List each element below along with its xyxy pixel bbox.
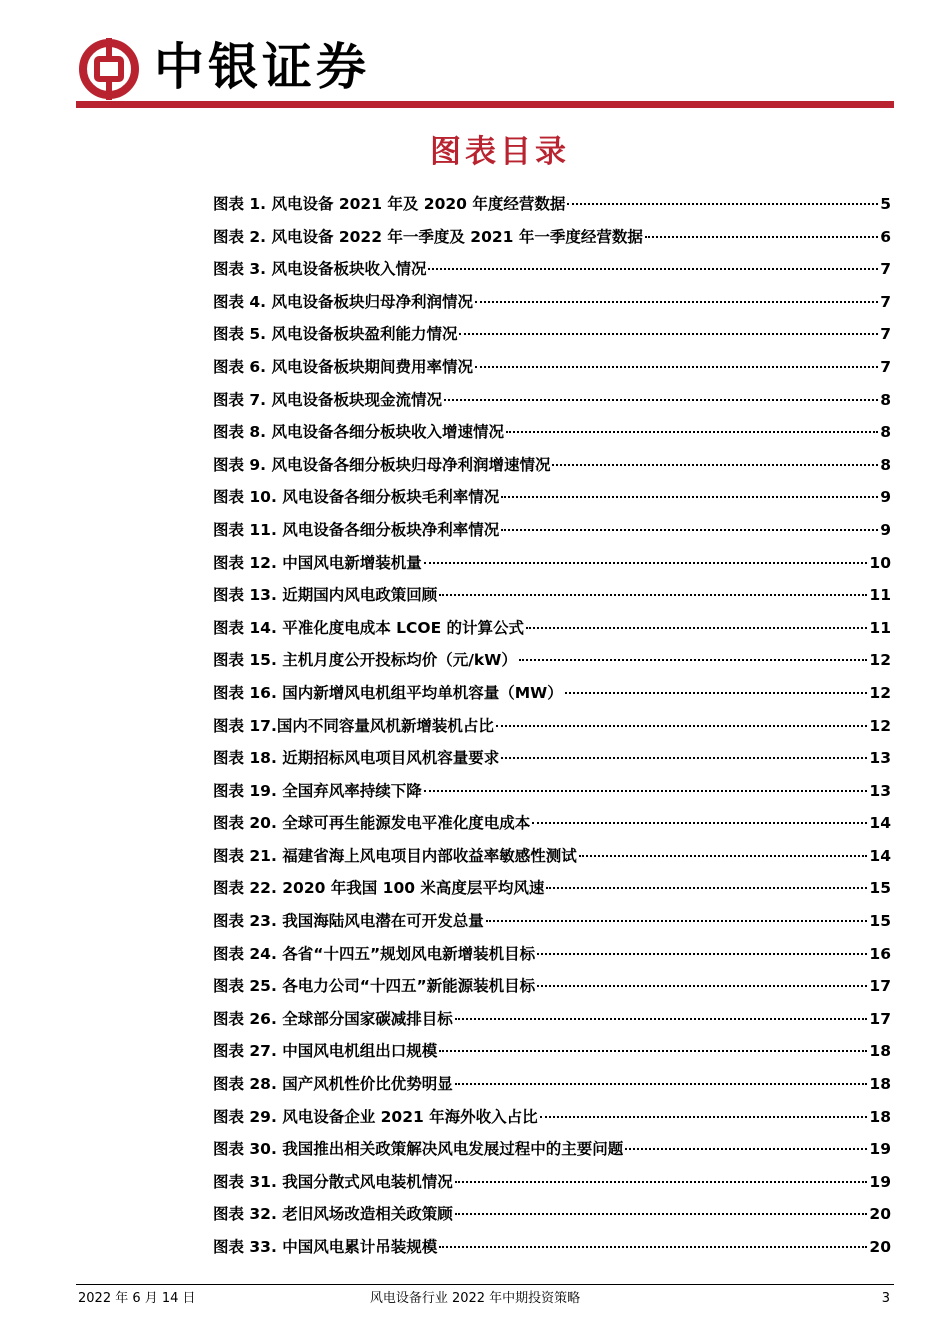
toc-entry-page[interactable]: 13 [869, 781, 891, 800]
header-divider [76, 101, 894, 108]
toc-entry-page[interactable]: 20 [869, 1205, 891, 1224]
toc-dot-leader [439, 1245, 867, 1248]
toc-entry[interactable] [213, 286, 891, 319]
toc-entry-label[interactable]: 图表 16. 国内新增风电机组平均单机容量（MW） [213, 683, 563, 702]
toc-dot-leader [552, 463, 878, 466]
toc-entry[interactable] [213, 416, 891, 449]
toc-entry-label[interactable]: 图表 8. 风电设备各细分板块收入增速情况 [213, 423, 504, 442]
toc-entry-label[interactable]: 图表 23. 我国海陆风电潜在可开发总量 [213, 912, 484, 931]
toc-entry-page[interactable]: 19 [869, 1140, 891, 1159]
toc-entry-page[interactable]: 19 [869, 1172, 891, 1191]
page-header [0, 0, 950, 112]
toc-dot-leader [537, 984, 867, 987]
toc-entry-label[interactable]: 图表 12. 中国风电新增装机量 [213, 553, 422, 572]
toc-entry[interactable] [213, 481, 891, 514]
toc-entry-page[interactable]: 7 [880, 357, 891, 376]
boc-logo-icon [78, 38, 140, 100]
toc-entry-page[interactable]: 16 [869, 944, 891, 963]
toc-dot-leader [501, 528, 878, 531]
toc-entry[interactable] [213, 514, 891, 547]
page-title: 图表目录 [430, 134, 570, 170]
toc-entry-label[interactable]: 图表 15. 主机月度公开投标均价（元/kW） [213, 651, 517, 670]
toc-entry[interactable] [213, 1035, 891, 1068]
toc-dot-leader [439, 593, 867, 596]
toc-entry[interactable] [213, 710, 891, 743]
toc-entry[interactable] [213, 221, 891, 254]
toc-entry[interactable] [213, 1166, 891, 1199]
toc-entry-page[interactable]: 9 [880, 488, 891, 507]
toc-dot-leader [486, 919, 868, 922]
toc-dot-leader [540, 1115, 868, 1118]
toc-entry-page[interactable]: 11 [869, 586, 891, 605]
toc-entry[interactable] [213, 579, 891, 612]
toc-entry-label[interactable]: 图表 18. 近期招标风电项目风机容量要求 [213, 749, 500, 768]
footer-report-title: 风电设备行业 2022 年中期投资策略 [369, 1291, 581, 1306]
toc-entry-label[interactable]: 图表 17.国内不同容量风机新增装机占比 [213, 716, 494, 735]
toc-entry[interactable] [213, 547, 891, 580]
toc-entry-label[interactable]: 图表 3. 风电设备板块收入情况 [213, 260, 427, 279]
toc-entry-label[interactable]: 图表 27. 中国风电机组出口规模 [213, 1042, 438, 1061]
footer-page-number: 3 [881, 1291, 890, 1306]
toc-dot-leader [519, 658, 868, 661]
toc-dot-leader [439, 1049, 867, 1052]
toc-dot-leader [496, 724, 868, 727]
brand-name: 中银证券 [154, 37, 370, 96]
toc-entry-label[interactable]: 图表 25. 各电力公司“十四五”新能源装机目标 [213, 977, 536, 996]
toc-dot-leader [567, 202, 878, 205]
toc-dot-leader [532, 821, 867, 824]
toc-entry-page[interactable]: 7 [880, 292, 891, 311]
toc-dot-leader [501, 495, 878, 498]
toc-entry-page[interactable]: 8 [880, 455, 891, 474]
toc-entry[interactable] [213, 384, 891, 417]
toc-dot-leader [455, 1212, 868, 1215]
toc-entry-page[interactable]: 11 [869, 618, 891, 637]
toc-entry[interactable] [213, 872, 891, 905]
toc-entry[interactable] [213, 742, 891, 775]
toc-entry[interactable] [213, 1231, 891, 1264]
toc-dot-leader [645, 235, 878, 238]
toc-entry-label[interactable]: 图表 33. 中国风电累计吊装规模 [213, 1238, 438, 1256]
toc-entry-page[interactable]: 17 [869, 977, 891, 996]
toc-entry-page[interactable]: 15 [869, 912, 891, 931]
toc-entry[interactable] [213, 188, 891, 221]
toc-entry-page[interactable]: 12 [869, 683, 891, 702]
toc-entry[interactable] [213, 840, 891, 873]
toc-dot-leader [455, 1180, 868, 1183]
toc-entry[interactable] [213, 612, 891, 645]
toc-entry-label[interactable]: 图表 2. 风电设备 2022 年一季度及 2021 年一季度经营数据 [213, 227, 643, 246]
toc-entry-label[interactable]: 图表 4. 风电设备板块归母净利润情况 [213, 292, 473, 311]
toc-entry-label[interactable]: 图表 26. 全球部分国家碳减排目标 [213, 1009, 453, 1028]
toc-entry-label[interactable]: 图表 30. 我国推出相关政策解决风电发展过程中的主要问题 [213, 1140, 624, 1159]
toc-entry-page[interactable]: 14 [869, 814, 891, 833]
toc-entry-page[interactable]: 18 [869, 1107, 891, 1126]
toc-entry[interactable] [213, 253, 891, 286]
toc-entry-page[interactable]: 7 [880, 325, 891, 344]
toc-entry-label[interactable]: 图表 5. 风电设备板块盈利能力情况 [213, 325, 458, 344]
toc-entry[interactable] [213, 905, 891, 938]
toc-entry-page[interactable]: 10 [869, 553, 891, 572]
toc-entry-page[interactable]: 18 [869, 1042, 891, 1061]
toc-entry-label[interactable]: 图表 32. 老旧风场改造相关政策顾 [213, 1205, 453, 1224]
toc-entry-label[interactable]: 图表 24. 各省“十四五”规划风电新增装机目标 [213, 944, 536, 963]
toc-entry-page[interactable]: 18 [869, 1075, 891, 1094]
toc-entry[interactable] [213, 970, 891, 1003]
toc-entry-label[interactable]: 图表 19. 全国弃风率持续下降 [213, 781, 422, 800]
toc-entry-page[interactable]: 20 [869, 1238, 891, 1256]
toc-entry-label[interactable]: 图表 29. 风电设备企业 2021 年海外收入占比 [213, 1107, 538, 1126]
toc-entry-label[interactable]: 图表 10. 风电设备各细分板块毛利率情况 [213, 488, 500, 507]
toc-dot-leader [579, 854, 868, 857]
toc-entry[interactable] [213, 644, 891, 677]
toc-dot-leader [625, 1147, 867, 1150]
table-of-contents [213, 188, 891, 1264]
footer-divider [76, 1284, 894, 1285]
toc-entry-page[interactable]: 12 [869, 716, 891, 735]
toc-entry-label[interactable]: 图表 20. 全球可再生能源发电平准化度电成本 [213, 814, 531, 833]
toc-entry[interactable] [213, 677, 891, 710]
toc-entry[interactable] [213, 938, 891, 971]
toc-dot-leader [444, 398, 878, 401]
toc-entry-label[interactable]: 图表 22. 2020 年我国 100 米高度层平均风速 [213, 879, 545, 898]
toc-entry[interactable] [213, 775, 891, 808]
toc-dot-leader [475, 365, 878, 368]
toc-entry[interactable] [213, 1101, 891, 1134]
toc-entry-page[interactable]: 5 [880, 195, 891, 213]
toc-entry-page[interactable]: 13 [869, 749, 891, 768]
toc-dot-leader [428, 267, 878, 270]
toc-entry[interactable] [213, 1003, 891, 1036]
toc-entry-label[interactable]: 图表 13. 近期国内风电政策回顾 [213, 586, 438, 605]
toc-dot-leader [537, 952, 867, 955]
toc-entry-label[interactable]: 图表 9. 风电设备各细分板块归母净利润增速情况 [213, 455, 551, 474]
toc-dot-leader [475, 300, 878, 303]
toc-entry-label[interactable]: 图表 21. 福建省海上风电项目内部收益率敏感性测试 [213, 846, 577, 865]
toc-dot-leader [455, 1017, 868, 1020]
toc-entry-label[interactable]: 图表 7. 风电设备板块现金流情况 [213, 390, 442, 409]
toc-dot-leader [424, 789, 868, 792]
toc-entry-page[interactable]: 7 [880, 260, 891, 279]
toc-dot-leader [455, 1082, 868, 1085]
toc-entry-page[interactable]: 17 [869, 1009, 891, 1028]
footer-date: 2022 年 6 月 14 日 [78, 1291, 196, 1306]
toc-dot-leader [459, 332, 878, 335]
toc-entry-page[interactable]: 6 [880, 227, 891, 246]
toc-dot-leader [526, 626, 867, 629]
toc-entry-page[interactable]: 14 [869, 846, 891, 865]
toc-entry[interactable] [213, 351, 891, 384]
toc-dot-leader [565, 691, 868, 694]
toc-entry-label[interactable]: 图表 31. 我国分散式风电装机情况 [213, 1172, 453, 1191]
toc-entry[interactable] [213, 807, 891, 840]
toc-entry[interactable] [213, 1068, 891, 1101]
toc-entry-label[interactable]: 图表 11. 风电设备各细分板块净利率情况 [213, 520, 500, 539]
toc-entry-page[interactable]: 12 [869, 651, 891, 670]
toc-entry[interactable] [213, 318, 891, 351]
toc-entry-label[interactable]: 图表 6. 风电设备板块期间费用率情况 [213, 357, 473, 376]
toc-entry[interactable] [213, 1198, 891, 1231]
toc-entry-page[interactable]: 8 [880, 390, 891, 409]
toc-entry-page[interactable]: 15 [869, 879, 891, 898]
toc-entry-label[interactable]: 图表 14. 平准化度电成本 LCOE 的计算公式 [213, 618, 525, 637]
toc-entry-label[interactable]: 图表 1. 风电设备 2021 年及 2020 年度经营数据 [213, 195, 566, 213]
toc-entry[interactable] [213, 1133, 891, 1166]
toc-entry-page[interactable]: 8 [880, 423, 891, 442]
toc-dot-leader [424, 561, 868, 564]
toc-entry-page[interactable]: 9 [880, 520, 891, 539]
toc-entry-label[interactable]: 图表 28. 国产风机性价比优势明显 [213, 1075, 453, 1094]
toc-dot-leader [506, 430, 878, 433]
toc-dot-leader [501, 756, 867, 759]
toc-entry[interactable] [213, 449, 891, 482]
toc-dot-leader [546, 886, 867, 889]
